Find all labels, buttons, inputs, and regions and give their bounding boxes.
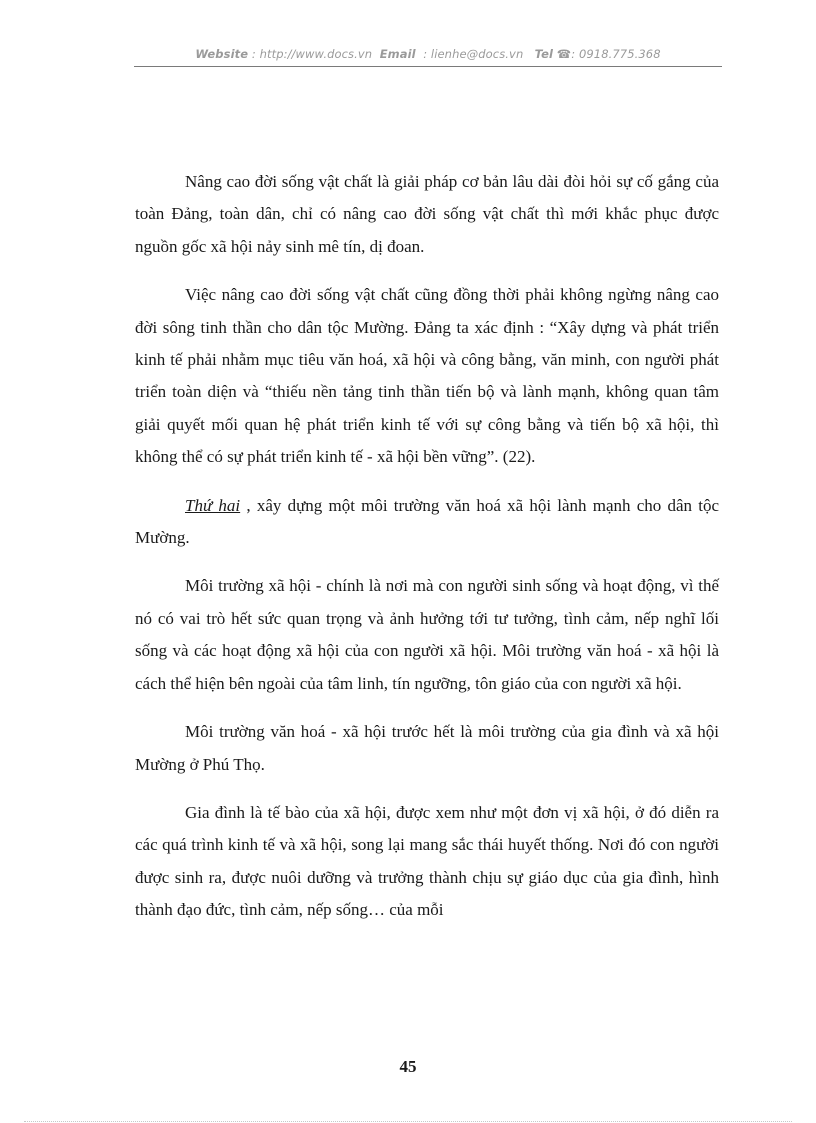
document-body [135, 166, 719, 943]
paragraph-3-text: , xây dựng một môi trường văn hoá xã hội lành mạnh cho dân tộc Mường. [135, 495, 719, 548]
paragraph-2: Việc nâng cao đời sống vật chất cũng đồng thời phải không ngừng nâng cao đời sông tinh thần cho dân tộc Mường. Đảng ta xác định : “Xây dựng và phát triển kinh tế phải nhằm mục tiêu văn hoá, xã hội và công bằng, văn minh, con người phát triển toàn diện và “thiếu nền tảng tinh thần tiến bộ và lành mạnh, không quan tâm giải quyết mối quan hệ phát triển kinh tế với sự công bằng và tiến bộ xã hội, thì không thể có sự phát triển kinh tế - xã hội bền vững”. (22). [135, 285, 719, 467]
paragraph-3 [135, 490, 719, 555]
website-label: Website [195, 47, 249, 61]
paragraph-6: Gia đình là tế bào của xã hội, được xem như một đơn vị xã hội, ở đó diễn ra các quá trình kinh tế và xã hội, song lại mang sắc thái huyết thống. Nơi đó con người được sinh ra, được nuôi dưỡng và trưởng thành chịu sự giáo dục của gia đình, hình thành đạo đức, tình cảm, nếp sống… của mỗi [135, 802, 719, 920]
paragraph-4: Môi trường xã hội - chính là nơi mà con người sinh sống và hoạt động, vì thế nó có vai trò hết sức quan trọng và ảnh hưởng tới tư tưởng, tình cảm, nếp nghĩ lối sống và các hoạt động xã hội của con người xã hội. Môi trường văn hoá - xã hội là cách thể hiện bên ngoài của tâm linh, tín ngưỡng, tôn giáo của con người xã hội. [135, 576, 719, 693]
website-value: : http://www.docs.vn [251, 47, 373, 61]
paragraph-1: Nâng cao đời sống vật chất là giải pháp cơ bản lâu dài đòi hỏi sự cố gắng của toàn Đảng, toàn dân, chỉ có nâng cao đời sống vật chất thì mới khắc phục được nguồn gốc xã hội nảy sinh mê tín, dị đoan. [135, 172, 719, 256]
header-rule [134, 66, 722, 67]
email-value: : lienhe@docs.vn [423, 47, 524, 61]
tel-label: Tel [534, 47, 554, 61]
phone-icon: ☎ [556, 47, 572, 61]
page-number: 45 [399, 1057, 417, 1076]
page-header [134, 47, 722, 61]
tel-value: : 0918.775.368 [571, 47, 661, 61]
footer-rule [24, 1121, 792, 1122]
email-label: Email [379, 47, 416, 61]
paragraph-5: Môi trường văn hoá - xã hội trước hết là môi trường của gia đình và xã hội Mường ở Phú Thọ. [135, 722, 719, 774]
paragraph-3-lead: Thứ hai [185, 495, 241, 515]
